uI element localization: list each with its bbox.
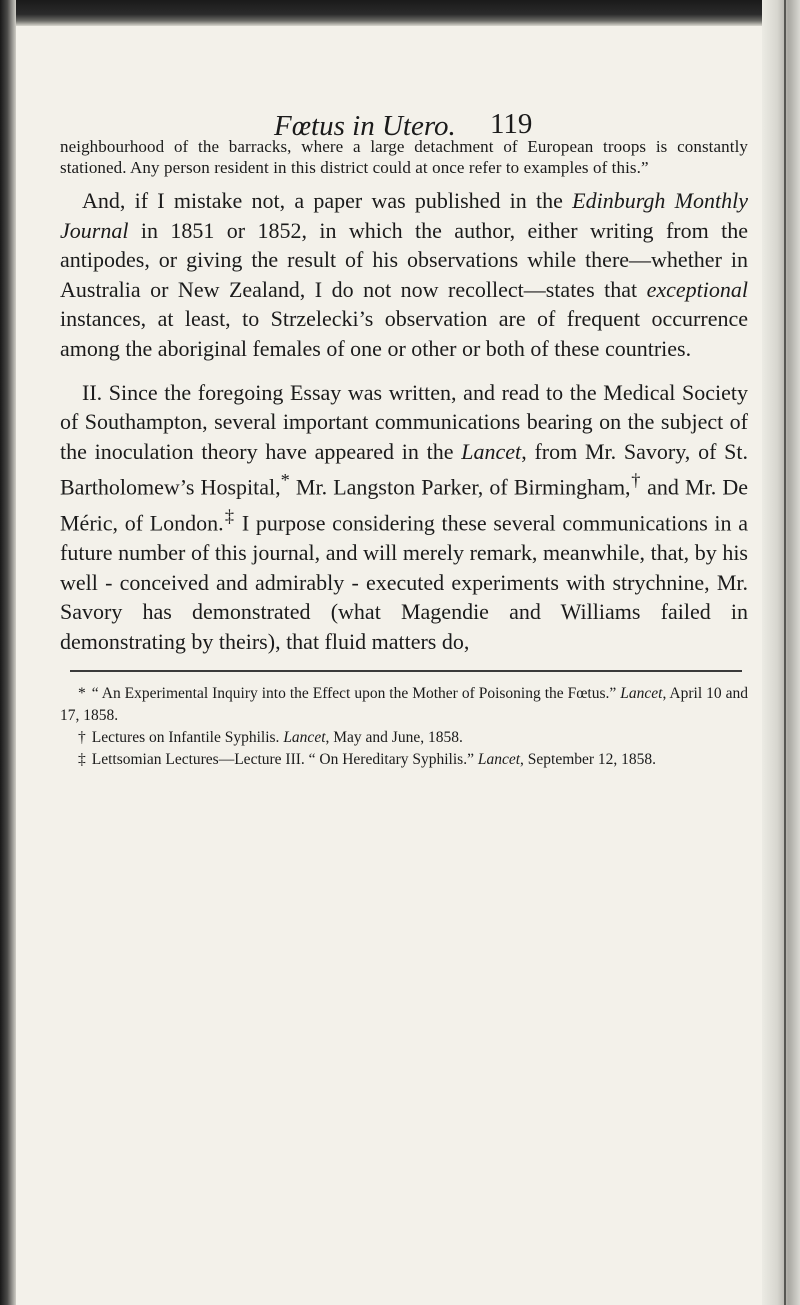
paragraph-2	[60, 378, 748, 657]
emphasis-word: exceptional	[646, 276, 748, 302]
footnote-rule	[70, 670, 742, 672]
scan-right-line	[784, 0, 786, 1305]
footnote-ref-3: ‡	[223, 506, 236, 527]
footnote-3	[60, 749, 748, 771]
footnote-2-text: Lectures on Infantile Syphilis.	[91, 728, 284, 746]
footnote-1	[60, 683, 748, 727]
footnote-2-source: Lancet	[283, 728, 326, 746]
paragraph-2-text-b: , from Mr. Savory, of St. Bartholomew’s Hospital,	[60, 438, 748, 500]
paragraph-2-text-e: I purpose considering these several communications in a future number of this journal, and will merely remark, meanwhile, that, by his well - conceived and admirably - executed experiments with strychnine, Mr. Savory has demonstrated (what Magendie and Williams failed in demonstrating by theirs), that fluid matters do,	[60, 510, 748, 654]
page-number: 119	[490, 108, 533, 140]
paragraph-1-text-a: And, if I mistake not, a paper was published in the	[82, 188, 573, 213]
paragraph-2-text-d: and Mr. De Méric, of London.	[60, 474, 748, 536]
paragraph-2-text-c: Mr. Langston Parker, of Birmingham,	[289, 474, 631, 500]
paragraph-1-text-c: instances, at least, to Strzelecki’s observation are of frequent occurrence among the aboriginal females of one or other or both of these countries.	[60, 306, 748, 361]
footnote-2-mark: †	[78, 728, 86, 746]
paragraph-1	[60, 186, 748, 364]
footnote-1-tail: , April 10 and 17, 1858.	[60, 684, 748, 724]
scan-left-gutter	[0, 0, 16, 1305]
footnote-ref-2: †	[630, 470, 641, 491]
running-title: Fœtus in Utero.	[274, 110, 456, 142]
quote-continuation: neighbourhood of the barracks, where a large detachment of European troops is constantly stationed. Any person resident in this district could at once refer to examples of this.”	[60, 137, 748, 177]
page-body	[60, 136, 748, 771]
footnote-3-source: Lancet	[477, 750, 521, 768]
lancet-title: Lancet	[461, 438, 522, 464]
paragraph-1-text-b: in 1851 or 1852, in which the author, either writing from the antipodes, or giving the result of his observations while there—whether in Australia or New Zealand, I do not now recollect—states that	[60, 217, 748, 302]
scan-top-edge	[0, 0, 800, 26]
footnote-3-mark: ‡	[78, 750, 86, 768]
footnote-3-text: Lettsomian Lectures—Lecture III. “ On Hereditary Syphilis.”	[91, 750, 478, 768]
footnote-2-tail: , May and June, 1858.	[325, 728, 463, 746]
footnote-1-text: “ An Experimental Inquiry into the Effect upon the Mother of Poisoning the Fœtus.”	[91, 684, 621, 702]
footnote-1-source: Lancet	[620, 684, 663, 702]
paragraph-2-text-a: II. Since the foregoing Essay was written, and read to the Medical Society of Southampton, several important communications bearing on the subject of the inoculation theory have appeared in the	[60, 379, 748, 464]
footnote-3-tail: , September 12, 1858.	[520, 750, 657, 768]
scan-right-edge	[762, 0, 800, 1305]
footnotes	[60, 683, 748, 771]
footnote-ref-1: *	[280, 470, 290, 491]
footnote-2	[60, 727, 748, 749]
footnote-1-mark: *	[78, 684, 86, 702]
journal-title: Edinburgh Monthly Journal	[60, 188, 748, 243]
